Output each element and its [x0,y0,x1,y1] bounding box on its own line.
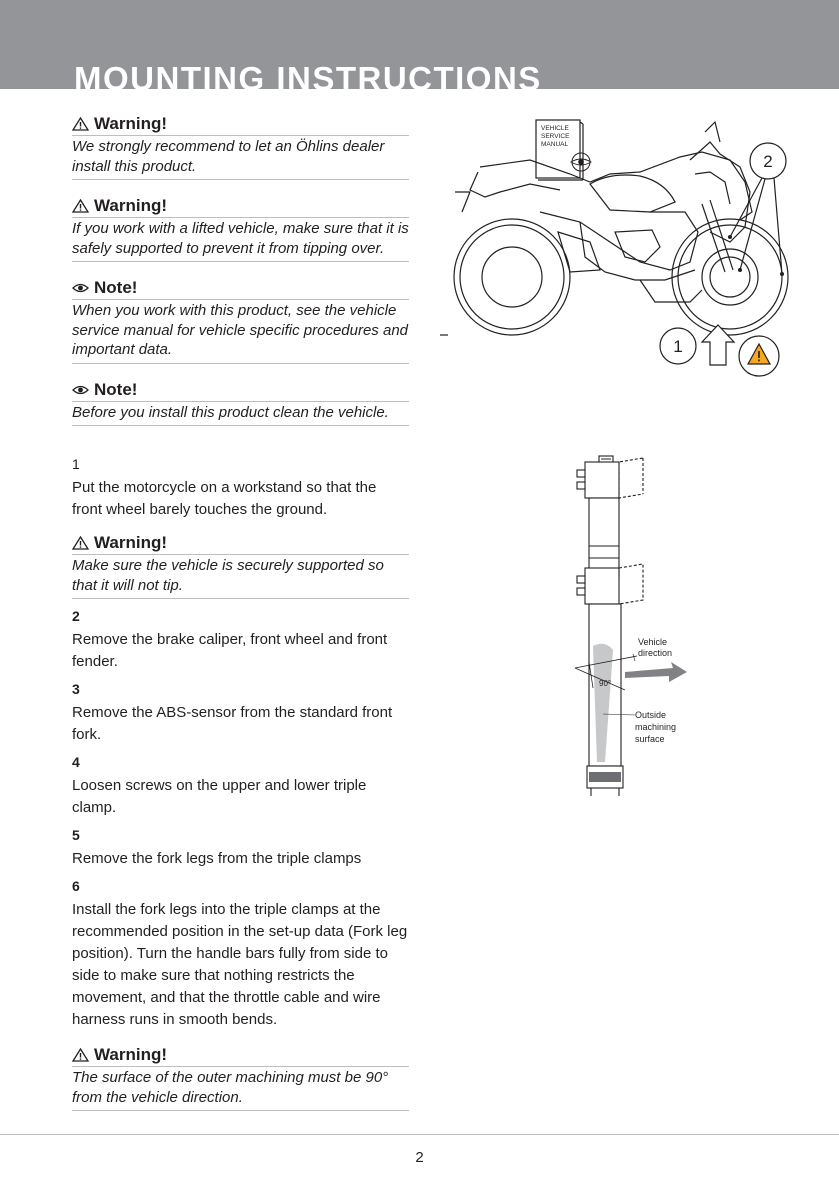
warning-callout [72,196,409,262]
step-number: 6 [72,878,80,894]
callout-heading [72,196,409,218]
step-number: 3 [72,681,80,697]
eye-icon [72,384,89,396]
callout-1-label: 1 [673,337,683,356]
callout-heading [72,278,409,300]
arrow-up-icon [702,325,734,365]
callout-heading [72,114,409,136]
outside-machining-label: Outside [635,710,667,720]
warning-triangle-icon [72,536,89,550]
callout-text: Before you install this product clean the vehicle. [72,402,409,427]
step-number: 4 [72,754,80,770]
callout-kind: Warning! [94,114,168,133]
step-number: 5 [72,827,80,843]
vehicle-direction-arrow-icon [625,662,687,682]
step-number: 2 [72,608,80,624]
warning-callout [72,114,409,180]
warning-triangle-icon [72,117,89,131]
outside-machining-label: surface [635,734,665,744]
note-callout [72,278,409,364]
page-number: 2 [415,1149,424,1166]
callout-kind: Warning! [94,1045,168,1064]
note-callout [72,380,409,427]
callout-kind: Warning! [94,196,168,215]
motorcycle-figure [440,112,800,387]
step-text: Remove the fork legs from the triple clamps [72,850,362,867]
step-text: Loosen screws on the upper and lower triple clamp. [72,777,367,816]
step-text: Remove the brake caliper, front wheel and front fender. [72,631,388,670]
callout-kind: Note! [94,278,138,297]
step-number: 1 [72,456,80,472]
rear-wheel [454,219,570,335]
angle-label: 90° [599,679,612,688]
callout-text: We strongly recommend to let an Öhlins dealer install this product. [72,136,409,180]
step-text: Remove the ABS-sensor from the standard front fork. [72,704,393,743]
vehicle-direction-label: Vehicle [638,637,668,647]
callout-text: Make sure the vehicle is securely supported so that it will not tip. [72,555,409,599]
callout-kind: Warning! [94,533,168,552]
page-header [0,0,839,89]
warning-callout [72,533,409,599]
warning-triangle-icon [72,199,89,213]
warning-triangle-icon [72,1048,89,1062]
outside-machining-label: machining [635,722,677,732]
manual-label: VEHICLE [541,125,569,132]
callout-2-label: 2 [763,152,773,171]
manual-label: SERVICE [541,133,570,140]
callout-kind: Note! [94,379,138,399]
step-text: Put the motorcycle on a workstand so that the front wheel barely touches the ground. [72,479,377,518]
page-title: MOUNTING INSTRUCTIONS [74,60,542,89]
manual-label: MANUAL [541,141,569,148]
vehicle-direction-label: direction [638,648,673,658]
eye-icon [72,282,89,294]
footer-divider [0,1134,839,1135]
callout-text: The surface of the outer machining must be 90° from the vehicle direction. [72,1067,409,1111]
callout-heading [72,380,409,402]
step-text: Install the fork legs into the triple clamps at the recommended position in the set-up data (Fork leg position). Turn the handle bars fully from side to side to make sure that nothing restricts the movement, and that the throttle cable and wire harness runs in smooth bends. [72,901,408,1028]
callout-text: When you work with this product, see the vehicle service manual for vehicle specific procedures and important data. [72,300,409,364]
callout-heading [72,533,409,555]
instructions-column [72,114,409,1127]
fork-leg-figure [565,450,705,800]
warning-callout [72,1045,409,1111]
callout-text: If you work with a lifted vehicle, make sure that it is safely supported to prevent it from tipping over. [72,218,409,262]
callout-heading [72,1045,409,1067]
